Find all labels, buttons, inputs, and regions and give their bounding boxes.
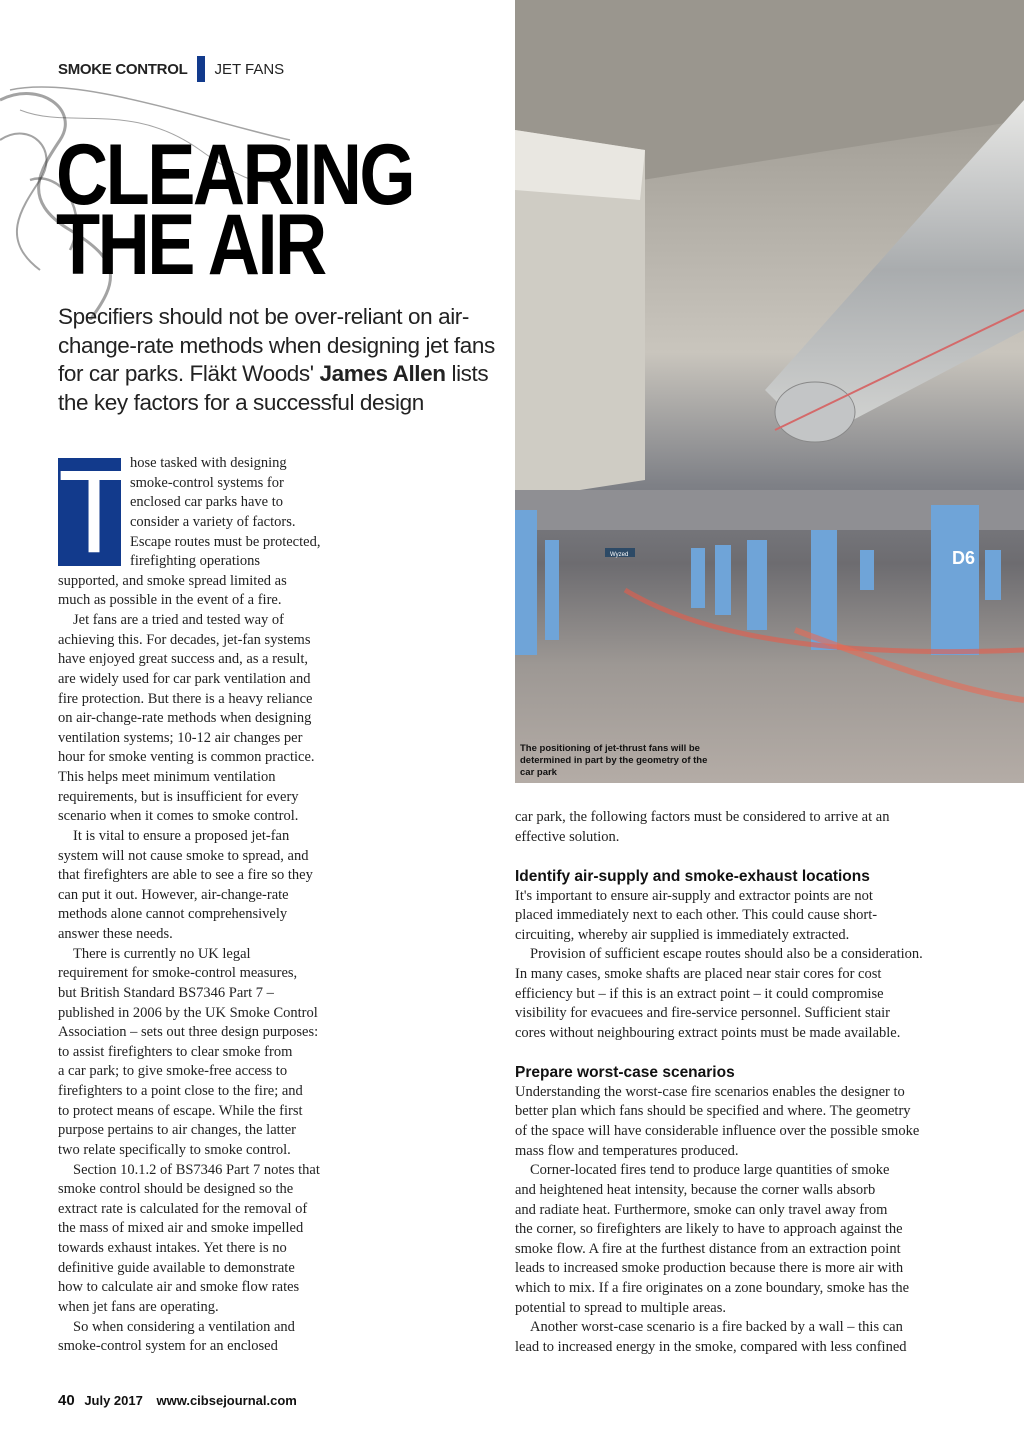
text-line: Another worst-case scenario is a fire backed by a wall – this can xyxy=(530,1319,903,1336)
direction-sign: Wyzed xyxy=(610,552,629,558)
text-line: mass flow and temperatures produced. xyxy=(515,1142,739,1159)
text-line: placed immediately next to each other. This could cause short- xyxy=(515,907,878,924)
text-line: ventilation systems; 10-12 air changes per xyxy=(58,729,303,746)
section-heading: Prepare worst-case scenarios xyxy=(515,1064,735,1082)
title-line-1: CLEARING xyxy=(56,127,414,223)
text-line: published in 2006 by the UK Smoke Control xyxy=(58,1004,318,1021)
text-line: much as possible in the event of a fire. xyxy=(58,592,282,609)
page-footer xyxy=(58,1392,307,1409)
text-line: that firefighters are able to see a fire so they xyxy=(58,867,313,884)
text-line: requirement for smoke-control measures, xyxy=(58,965,298,982)
text-line: effective solution. xyxy=(515,828,620,845)
text-line: firefighting operations xyxy=(130,553,261,570)
text-line: Provision of sufficient escape routes should also be a consideration. xyxy=(530,946,923,963)
photo-caption: The positioning of jet-thrust fans will be determined in part by the geometry of the car park xyxy=(520,743,708,778)
text-line: hose tasked with designing xyxy=(130,455,287,471)
right-column xyxy=(515,808,923,1358)
text-line: extract rate is calculated for the removal of xyxy=(58,1200,308,1217)
section-label: SMOKE CONTROL xyxy=(58,60,188,78)
text-line: efficiency but – if this is an extract point – it could compromise xyxy=(515,985,884,1002)
text-line: smoke-control system for an enclosed xyxy=(58,1338,278,1355)
text-line: lead to increased energy in the smoke, compared with less confined xyxy=(515,1338,907,1355)
website-link[interactable]: www.cibsejournal.com xyxy=(156,1393,297,1408)
car-park-photo xyxy=(515,0,1024,783)
text-line: cores without neighbouring extract points must be made available. xyxy=(515,1024,901,1041)
text-line: better plan which fans should be specified and where. The geometry xyxy=(515,1103,911,1120)
text-line: fire protection. But there is a heavy reliance xyxy=(58,690,313,707)
text-line: are widely used for car park ventilation and xyxy=(58,670,311,687)
text-line xyxy=(515,847,923,867)
text-line: a car park; to give smoke-free access to xyxy=(58,1063,288,1080)
text-line: the corner, so firefighters are likely to have to approach against the xyxy=(515,1221,903,1238)
text-line: visibility for evacuees and fire-service personnel. Sufficient stair xyxy=(515,1005,890,1022)
text-line: to protect means of escape. While the first xyxy=(58,1102,303,1119)
left-column xyxy=(58,446,321,1357)
text-line: requirements, but is insufficient for every xyxy=(58,788,299,805)
text-line: This helps meet minimum ventilation xyxy=(58,769,276,785)
text-line: the mass of mixed air and smoke impelled xyxy=(58,1220,304,1237)
text-line: and radiate heat. Furthermore, smoke can only travel away from xyxy=(515,1201,888,1218)
text-line: enclosed car parks have to xyxy=(130,494,283,511)
text-line: which to mix. If a fire originates on a zone boundary, smoke has the xyxy=(515,1280,910,1296)
text-line: on air-change-rate methods when designing xyxy=(58,710,312,727)
text-line: potential to spread to multiple areas. xyxy=(515,1299,726,1316)
text-line: Jet fans are a tried and tested way of xyxy=(73,612,284,628)
text-line: smoke control should be designed so the xyxy=(58,1181,294,1198)
text-line: methods alone cannot comprehensively xyxy=(58,906,288,923)
text-line: two relate specifically to smoke control. xyxy=(58,1141,291,1158)
section-heading: Identify air-supply and smoke-exhaust locations xyxy=(515,867,870,885)
author-name: James Allen xyxy=(319,361,446,386)
title-line-2: THE AIR xyxy=(56,197,325,293)
text-line: smoke flow. A fire at the furthest distance from an extraction point xyxy=(515,1240,901,1257)
text-line: definitive guide available to demonstrate xyxy=(58,1259,295,1276)
text-line: supported, and smoke spread limited as xyxy=(58,572,287,589)
text-line: and heightened heat intensity, because the corner walls absorb xyxy=(515,1181,876,1198)
text-line: but British Standard BS7346 Part 7 – xyxy=(58,984,274,1001)
text-line: leads to increased smoke production because there is more air with xyxy=(515,1260,904,1277)
text-line: achieving this. For decades, jet-fan systems xyxy=(58,631,311,648)
text-line: car park, the following factors must be considered to arrive at an xyxy=(515,809,890,825)
text-line: smoke-control systems for xyxy=(130,474,284,491)
text-line: Section 10.1.2 of BS7346 Part 7 notes that xyxy=(73,1161,320,1178)
standfirst xyxy=(58,303,498,417)
text-line: Understanding the worst-case fire scenarios enables the designer to xyxy=(515,1083,905,1100)
article-title xyxy=(56,127,414,293)
text-line: to assist firefighters to clear smoke from xyxy=(58,1043,293,1060)
text-line: There is currently no UK legal xyxy=(73,945,251,962)
text-line: purpose pertains to air changes, the latter xyxy=(58,1122,296,1139)
text-line: when jet fans are operating. xyxy=(58,1298,219,1315)
section-kicker xyxy=(58,56,284,82)
drop-cap: T xyxy=(58,446,131,578)
text-line: Corner-located fires tend to produce large quantities of smoke xyxy=(530,1162,890,1179)
text-line: scenario when it comes to smoke control. xyxy=(58,808,299,825)
standfirst-text: Specifiers should not be over-reliant on air-change-rate methods when designing jet fans for car parks. Fläkt Woods' xyxy=(58,304,495,386)
text-line: towards exhaust intakes. Yet there is no xyxy=(58,1240,287,1256)
text-line: Association – sets out three design purposes: xyxy=(58,1024,319,1041)
text-line: It is vital to ensure a proposed jet-fan xyxy=(73,827,290,844)
topic-label: JET FANS xyxy=(214,60,285,78)
column-label: D6 xyxy=(952,548,976,568)
text-line: circuiting, whereby air supplied is immediately extracted. xyxy=(515,926,850,943)
text-line: system will not cause smoke to spread, and xyxy=(58,847,309,864)
text-line: hour for smoke venting is common practice. xyxy=(58,749,315,766)
text-line: firefighters to a point close to the fire; and xyxy=(58,1083,303,1099)
text-line: how to calculate air and smoke flow rates xyxy=(58,1279,300,1296)
page-number: 40 xyxy=(58,1392,75,1409)
text-line: can put it out. However, air-change-rate xyxy=(58,886,289,903)
text-line: answer these needs. xyxy=(58,926,173,942)
text-line: In many cases, smoke shafts are placed near stair cores for cost xyxy=(515,966,882,982)
text-line: have enjoyed great success and, as a result, xyxy=(58,651,309,668)
text-line: consider a variety of factors. xyxy=(130,513,296,530)
text-line: So when considering a ventilation and xyxy=(73,1318,295,1335)
text-line xyxy=(515,1044,923,1064)
kicker-divider xyxy=(197,56,205,82)
text-line: Escape routes must be protected, xyxy=(130,533,321,550)
issue-date: July 2017 xyxy=(84,1393,143,1408)
standfirst-text-2: lists the key factors for a successful design xyxy=(58,361,489,415)
text-line: It's important to ensure air-supply and extractor points are not xyxy=(515,887,873,904)
text-line: of the space will have considerable influence over the possible smoke xyxy=(515,1123,920,1139)
